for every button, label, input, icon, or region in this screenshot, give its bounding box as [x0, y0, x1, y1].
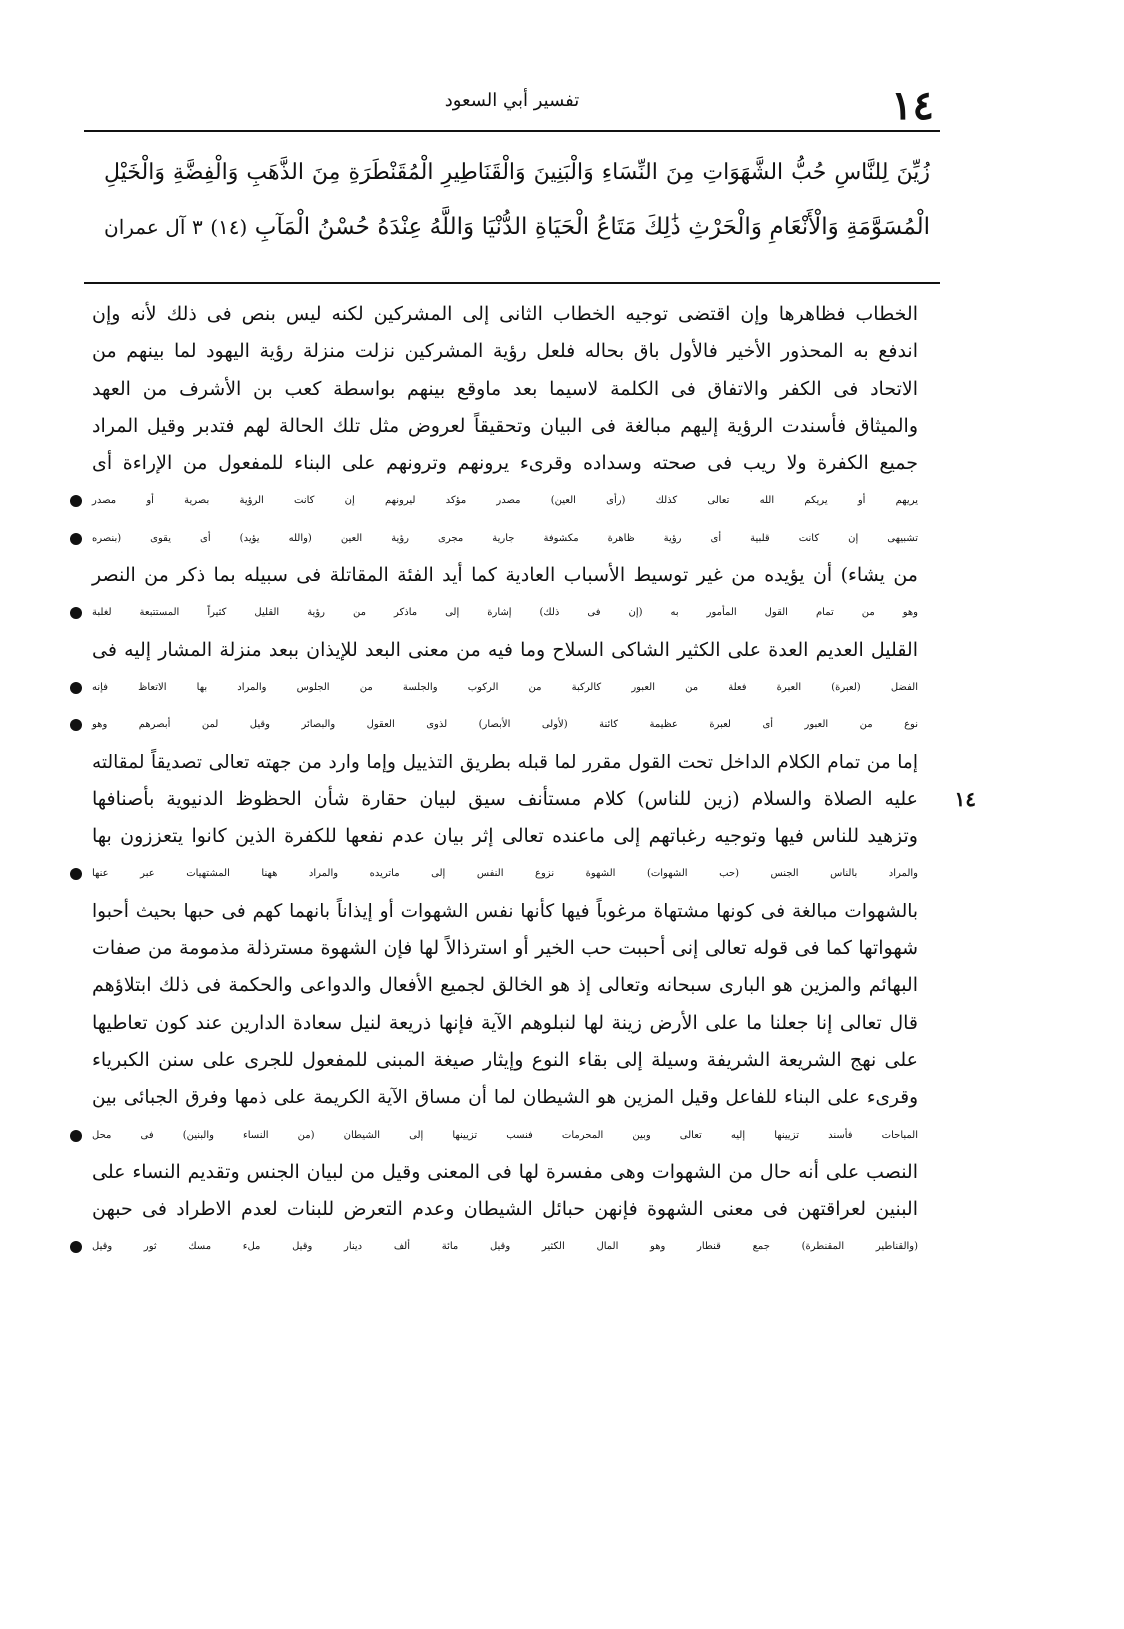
commentary-line-text: قال تعالى إنا جعلنا ما على الأرض زينة لها لنبلوهم الآية فإنها ذريعة لنيل سعادة الدارين عند كون تعاطيها	[92, 1011, 918, 1034]
commentary-line	[92, 408, 918, 445]
verse-divider-rule	[84, 282, 940, 284]
commentary-line	[92, 371, 918, 408]
commentary-line-text: القليل العديم العدة على الكثير الشاكى السلاح وما فيه من معنى البعد للإيذان ببعد منزلة المشار إليه فى	[92, 638, 918, 661]
bullet-marker	[70, 533, 82, 545]
commentary-line	[92, 781, 976, 818]
commentary-line-text: الخطاب فظاهرها وإن اقتضى توجيه الخطاب الثانى إلى المشركين لكنه ليس بنص فى ذلك لأنه وإن	[92, 303, 918, 325]
commentary-line-text: عليه الصلاة والسلام (زين للناس) كلام مستأنف سيق لبيان حقارة شأن الحظوظ الدنيوية بأصنافها	[92, 787, 918, 810]
commentary-line-text: وهو من تمام القول المأمور به (إن فى ذلك) إشارة إلى ماذكر من رؤية القليل كثيراً المستتبعة لغلبة	[92, 607, 918, 619]
commentary-line	[92, 855, 918, 892]
commentary-line	[92, 557, 918, 594]
commentary-line-text: من يشاء) أن يؤيده من غير توسيط الأسباب العادية كما أيد الفئة المقاتلة فى سبيله بما ذكر من النصر	[92, 564, 918, 587]
commentary-line-text: على نهج الشريعة الشريفة وسيلة إلى بقاء النوع وإيثار صيغة المبنى للمفعول للجرى على سنن الكبرياء	[92, 1048, 918, 1071]
commentary-line	[92, 930, 918, 967]
running-title: تفسير أبي السعود	[444, 90, 580, 111]
commentary-line	[92, 818, 918, 855]
commentary-line-text: شهواتها كما فى قوله تعالى إنى أحببت حب الخير أو استرذالاً لها فإن الشهوة مسترذلة مذمومة من صفات	[92, 937, 918, 960]
commentary-line	[92, 706, 918, 743]
commentary-line	[92, 594, 918, 631]
commentary-line	[92, 445, 918, 482]
commentary-line-text: إما من تمام الكلام الداخل تحت القول مقرر لما قبله بطريق التذييل وإما وارد من جهته تعالى تصديقاً لمقالته	[92, 751, 918, 773]
commentary-line	[92, 1154, 918, 1191]
commentary-line	[92, 520, 918, 557]
bullet-marker	[70, 495, 82, 507]
bullet-marker	[70, 1130, 82, 1142]
commentary-line-text: بالشهوات مبالغة فى كونها مشتهاة مرغوباً فيها كأنها نفس الشهوات أو إيذاناً بانهما كهم فى حبها بحيث أحبوا	[92, 900, 918, 922]
commentary-line	[92, 296, 918, 333]
commentary-line-text: الاتحاد فى الكفر والاتفاق فى الكلمة لاسيما بعد ماوقع بينهم بواسطة كعب بن الأشرف من العهد	[92, 377, 918, 400]
commentary-line-text: الفضل (لعبرة) العبرة فعلة من العبور كالركبة من الركوب والجلسة من الجلوس والمراد بها الاتعاظ فإنه	[92, 681, 918, 693]
bullet-marker	[70, 868, 82, 880]
verse-line-2	[104, 200, 930, 254]
commentary-line-text: المباحات فأسند تزيينها إليه تعالى وبين المحرمات فنسب تزيينها إلى الشيطان (من النساء والبنين) فى محل	[92, 1129, 918, 1141]
quran-verse	[104, 146, 930, 266]
commentary-line-text: (والقناطير المقنطرة) جمع قنطار وهو المال الكثير وقيل مائة ألف دينار وقيل ملء مسك ثور وقيل	[92, 1241, 918, 1253]
commentary-line-text: البنين لعراقتهن فى معنى الشهوة فإنهن حبائل الشيطان وعدم التعرض للبنات لعدم الاطراد فى حبهن	[92, 1198, 918, 1221]
bullet-marker	[70, 682, 82, 694]
page-header	[84, 76, 940, 128]
commentary-line	[92, 482, 918, 519]
commentary-line	[92, 744, 918, 781]
ayah-marker: (١٤)	[210, 215, 248, 239]
page-number: ١٤	[891, 82, 934, 129]
verse-line-1: زُيِّنَ لِلنَّاسِ حُبُّ الشَّهَوَاتِ مِنَ النِّسَاءِ وَالْبَنِينَ وَالْقَنَاطِيرِ الْمُقَنْطَرَةِ مِنَ الذَّهَبِ وَالْفِضَّةِ وَالْخَيْلِ	[104, 160, 930, 185]
bullet-marker	[70, 607, 82, 619]
commentary-line-text: تشبيهى إن كانت قلبية أى رؤية ظاهرة مكشوفة جارية مجرى رؤية العين (والله يؤيد) أى يقوى (بنصره	[92, 532, 918, 544]
commentary-line-text: والميثاق فأسندت الرؤية إليهم مبالغة فى البيان وتحقيقاً لعروض مثل تلك الحالة لهم فتدبر وقيل المراد	[92, 414, 918, 437]
commentary-line	[92, 1228, 918, 1265]
header-rule	[84, 130, 940, 132]
commentary-line	[92, 893, 918, 930]
commentary-line	[92, 669, 918, 706]
commentary-line	[92, 1042, 918, 1079]
commentary-line-text: اندفع به المحذور الأخير فالأول باق بحاله فلعل رؤية المشركين نزلت منزلة رؤية اليهود لما بينهم من	[92, 340, 918, 363]
commentary-line-text: نوع من العبور أى لعبرة عظيمة كائنة (لأولى الأبصار) لذوى العقول والبصائر وقيل لمن أبصرهم وهو	[92, 719, 918, 731]
commentary-line	[92, 1079, 918, 1116]
commentary-line-text: والمراد بالناس الجنس (حب الشهوات) الشهوة نزوع النفس إلى ماتريده والمراد ههنا المشتهيات عبر عنها	[92, 868, 918, 880]
bullet-marker	[70, 1241, 82, 1253]
commentary-line	[92, 632, 918, 669]
commentary-line-text: النصب على أنه حال من الشهوات وهى مفسرة لها فى المعنى وقيل من لبيان الجنس وتقديم النساء على	[92, 1160, 918, 1183]
commentary-line-text: وتزهيد للناس فيها وتوجيه رغباتهم إلى ماعنده تعالى إثر بيان عدم نفعها للكفرة الذين كانوا يتعززون بها	[92, 825, 918, 848]
bullet-marker	[70, 719, 82, 731]
commentary-line	[92, 333, 918, 370]
commentary-body	[92, 296, 976, 1266]
surah-reference: ٣ آل عمران	[104, 215, 203, 239]
commentary-line	[92, 967, 918, 1004]
commentary-line	[92, 1005, 918, 1042]
commentary-line	[92, 1117, 918, 1154]
commentary-line	[92, 1191, 918, 1228]
commentary-line-text: البهائم والمزين هو البارى سبحانه وتعالى إذ هو الخالق لجميع الأفعال والدواعى والحكمة فى ذلك ابتلاؤهم	[92, 974, 918, 997]
commentary-line-text: وقرىء على البناء للفاعل وقيل المزين هو الشيطان لما أن مساق الآية الكريمة على ذمها وفرق الجبائى بين	[92, 1087, 918, 1109]
commentary-line-text: جميع الكفرة ولا ريب فى صحته وسداده وقرىء يرونهم وترونهم على البناء للمفعول من الإراءة أى	[92, 452, 918, 475]
margin-verse-number: ١٤	[954, 786, 976, 811]
commentary-line-text: يريهم أو يريكم الله تعالى كذلك (رأى العين) مصدر مؤكد ليرونهم إن كانت الرؤية بصرية أو مصدر	[92, 495, 918, 507]
verse-line-2-text: الْمُسَوَّمَةِ وَالْأَنْعَامِ وَالْحَرْثِ ذَٰلِكَ مَتَاعُ الْحَيَاةِ الدُّنْيَا وَاللَّهُ عِنْدَهُ حُسْنُ الْمَآبِ	[254, 214, 930, 240]
